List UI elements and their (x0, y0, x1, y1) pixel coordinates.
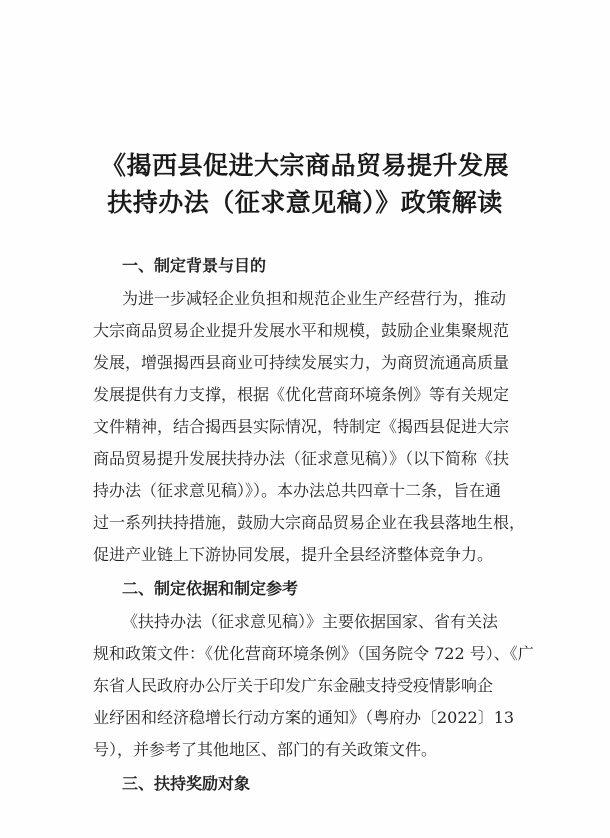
paragraph-line-text: 为进一步减轻企业负担和规范企业生产经营行为，推动 (122, 289, 507, 308)
paragraph-line-text: 促进产业链上下游协同发展，提升全县经济整体竞争力。 (93, 545, 494, 564)
paragraph-line-text: 大宗商品贸易企业提升发展水平和规模，鼓励企业集聚规范 (93, 321, 510, 340)
paragraph-line-text: 发展，增强揭西县商业可持续发展实力，为商贸流通高质量 (93, 353, 510, 372)
section-heading-subsidy-targets: 三、扶持奖励对象 (122, 774, 251, 793)
paragraph-line-text: 业纾困和经济稳增长行动方案的通知》（粤府办〔2022〕13 (93, 708, 515, 727)
section-heading-background: 一、制定背景与目的 (122, 256, 267, 275)
paragraph-line-text: 《扶持办法（征求意见稿）》主要依据国家、省有关法 (122, 612, 499, 631)
paragraph-line-text: 文件精神，结合揭西县实际情况，特制定《揭西县促进大宗 (93, 417, 510, 436)
paragraph-line-text: 东省人民政府办公厅关于印发广东金融支持受疫情影响企 (93, 676, 494, 695)
paragraph-line-text: 发展提供有力支撑，根据《优化营商环境条例》等有关规定 (93, 385, 510, 404)
paragraph-line-text: 过一系列扶持措施，鼓励大宗商品贸易企业在我县落地生根， (93, 513, 526, 532)
document-title-line-2: 扶持办法（征求意见稿）》政策解读 (107, 188, 503, 217)
paragraph-line-text: 规和政策文件：《优化营商环境条例》（国务院令 722 号）、《广 (93, 644, 534, 663)
document-title-line-1: 《揭西县促进大宗商品贸易提升发展 (100, 151, 509, 180)
section-heading-basis: 二、制定依据和制定参考 (122, 579, 299, 598)
paragraph-line-text: 号），并参考了其他地区、部门的有关政策文件。 (93, 740, 438, 759)
paragraph-line-text: 商品贸易提升发展扶持办法（征求意见稿）》（以下简称《扶 (93, 449, 510, 468)
paragraph-line-text: 持办法（征求意见稿）》）。本办法总共四章十二条，旨在通 (93, 481, 502, 500)
